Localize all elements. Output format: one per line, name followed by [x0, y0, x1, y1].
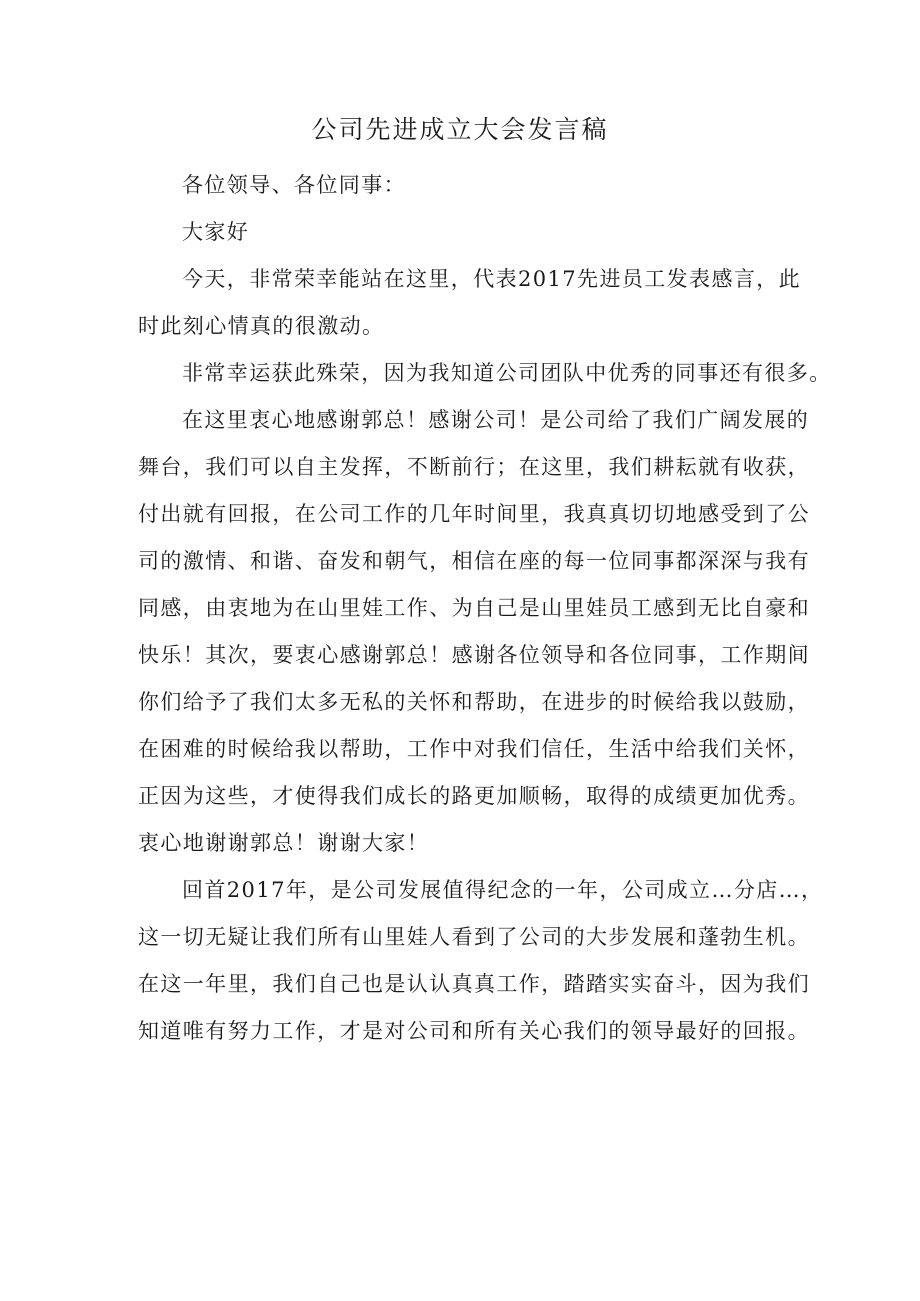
paragraph-line: 在困难的时候给我以帮助，工作中对我们信任，生活中给我们关怀， — [138, 737, 810, 761]
salutation-line: 各位领导、各位同事： — [182, 173, 406, 197]
paragraph-line: 舞台，我们可以自主发挥，不断前行；在这里，我们耕耘就有收获， — [138, 455, 810, 479]
paragraph-line: 你们给予了我们太多无私的关怀和帮助，在进步的时候给我以鼓励， — [138, 690, 810, 714]
paragraph-line: 同感，由衷地为在山里娃工作、为自己是山里娃员工感到无比自豪和 — [138, 596, 810, 620]
paragraph-line: 衷心地谢谢郭总！谢谢大家！ — [138, 831, 430, 855]
paragraph-line: 今天，非常荣幸能站在这里，代表2017先进员工发表感言，此 — [182, 267, 802, 291]
paragraph-line: 知道唯有努力工作，才是对公司和所有关心我们的领导最好的回报。 — [138, 1019, 810, 1043]
paragraph-line: 在这一年里，我们自己也是认认真真工作，踏踏实实奋斗，因为我们 — [138, 972, 810, 996]
paragraph-line: 这一切无疑让我们所有山里娃人看到了公司的大步发展和蓬勃生机。 — [138, 925, 810, 949]
page-title: 公司先进成立大会发言稿 — [311, 115, 609, 144]
paragraph-line: 回首2017年，是公司发展值得纪念的一年，公司成立…分店…， — [182, 878, 824, 902]
paragraph-line: 正因为这些，才使得我们成长的路更加顺畅，取得的成绩更加优秀。 — [138, 784, 810, 808]
paragraph-line: 在这里衷心地感谢郭总！感谢公司！是公司给了我们广阔发展的 — [182, 408, 810, 432]
paragraph-line: 时此刻心情真的很激动。 — [138, 314, 385, 338]
speech-body — [138, 162, 832, 1055]
greeting-line: 大家好 — [182, 220, 250, 244]
paragraph-line: 付出就有回报，在公司工作的几年时间里，我真真切切地感受到了公 — [138, 502, 810, 526]
paragraph-line: 快乐！其次，要衷心感谢郭总！感谢各位领导和各位同事，工作期间 — [138, 643, 810, 667]
paragraph-line: 司的激情、和谐、奋发和朝气，相信在座的每一位同事都深深与我有 — [138, 549, 810, 573]
paragraph-line: 非常幸运获此殊荣，因为我知道公司团队中优秀的同事还有很多。 — [182, 361, 832, 385]
